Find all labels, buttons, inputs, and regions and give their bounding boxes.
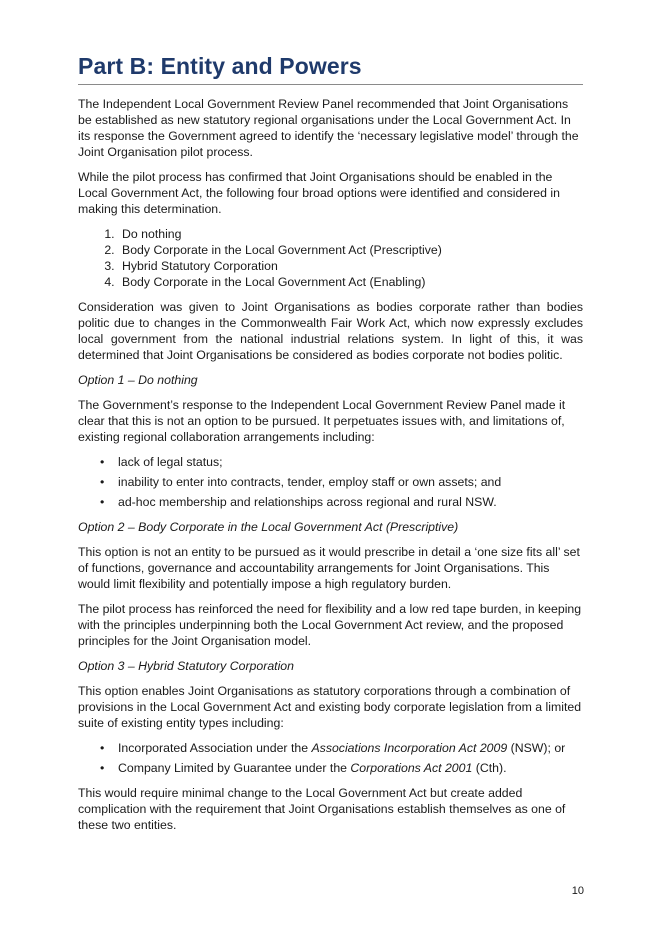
- option3-text: This option enables Joint Organisations as statutory corporations through a combination of provisions in the Local Government Act and existing body corporate legislation from a limited suite of existing entity types including:: [78, 684, 582, 730]
- act-name: Corporations Act 2001: [350, 761, 473, 775]
- option3-bullets: [78, 740, 583, 776]
- list-item: 2. Body Corporate in the Local Government Act (Prescriptive): [118, 242, 583, 258]
- act-name: Associations Incorporation Act 2009: [311, 741, 508, 755]
- bullet-text: Incorporated Association under the: [118, 741, 312, 755]
- bullet-text: (NSW); or: [507, 741, 566, 755]
- list-item: • ad-hoc membership and relationships across regional and rural NSW.: [118, 494, 583, 510]
- option3-heading: Option 3 – Hybrid Statutory Corporation: [78, 659, 294, 673]
- page-number: 10: [571, 885, 584, 897]
- list-item: • inability to enter into contracts, tender, employ staff or own assets; and: [118, 474, 583, 490]
- heading-rule: [78, 84, 583, 85]
- bullet-text: Company Limited by Guarantee under the: [118, 761, 351, 775]
- document-body: [78, 96, 583, 842]
- list-item: [118, 760, 583, 776]
- list-item: • lack of legal status;: [118, 454, 583, 470]
- option2-text: This option is not an entity to be pursued as it would prescribe in detail a ‘one size fits all’ set of functions, governance and accountability arrangements for Joint Organisations. This would limit flexibility and potentially impose a high regulatory burden.: [78, 545, 580, 591]
- list-item: 4. Body Corporate in the Local Government Act (Enabling): [118, 274, 583, 290]
- list-item: 3. Hybrid Statutory Corporation: [118, 258, 583, 274]
- option1-heading: Option 1 – Do nothing: [78, 373, 198, 387]
- paragraph-body-corporate: Consideration was given to Joint Organisations as bodies corporate rather than bodies politic due to changes in the Commonwealth Fair Work Act, which now expressly excludes local government from the national industrial relations system. In light of this, it was determined that Joint Organisations be considered as bodies corporate not bodies politic.: [78, 300, 583, 362]
- bullet-text: (Cth).: [472, 761, 507, 775]
- page-heading: Part B: Entity and Powers: [78, 53, 362, 79]
- option2-heading: Option 2 – Body Corporate in the Local Government Act (Prescriptive): [78, 520, 459, 534]
- option3-text-2: This would require minimal change to the Local Government Act but create added complication with the requirement that Joint Organisations establish themselves as one of these two entities.: [78, 786, 566, 832]
- option1-bullets: [78, 454, 583, 510]
- paragraph-pilot: While the pilot process has confirmed that Joint Organisations should be enabled in the Local Government Act, the following four broad options were identified and considered in making this determination.: [78, 170, 560, 216]
- list-item: [118, 740, 583, 756]
- option2-text-2: The pilot process has reinforced the need for flexibility and a low red tape burden, in keeping with the principles underpinning both the Local Government Act review, and the proposed principles for the Joint Organisation model.: [78, 602, 582, 648]
- option1-text: The Government’s response to the Independent Local Government Review Panel made it clear that this is not an option to be pursued. It perpetuates issues with, and limitations of, existing regional collaboration arrangements including:: [78, 398, 566, 444]
- paragraph-intro: The Independent Local Government Review Panel recommended that Joint Organisations be established as new statutory regional organisations under the Local Government Act. In its response the Government agreed to identify the ‘necessary legislative model’ through the Joint Organisation pilot process.: [78, 97, 579, 159]
- list-item: 1. Do nothing: [118, 226, 583, 242]
- options-list: [78, 226, 583, 290]
